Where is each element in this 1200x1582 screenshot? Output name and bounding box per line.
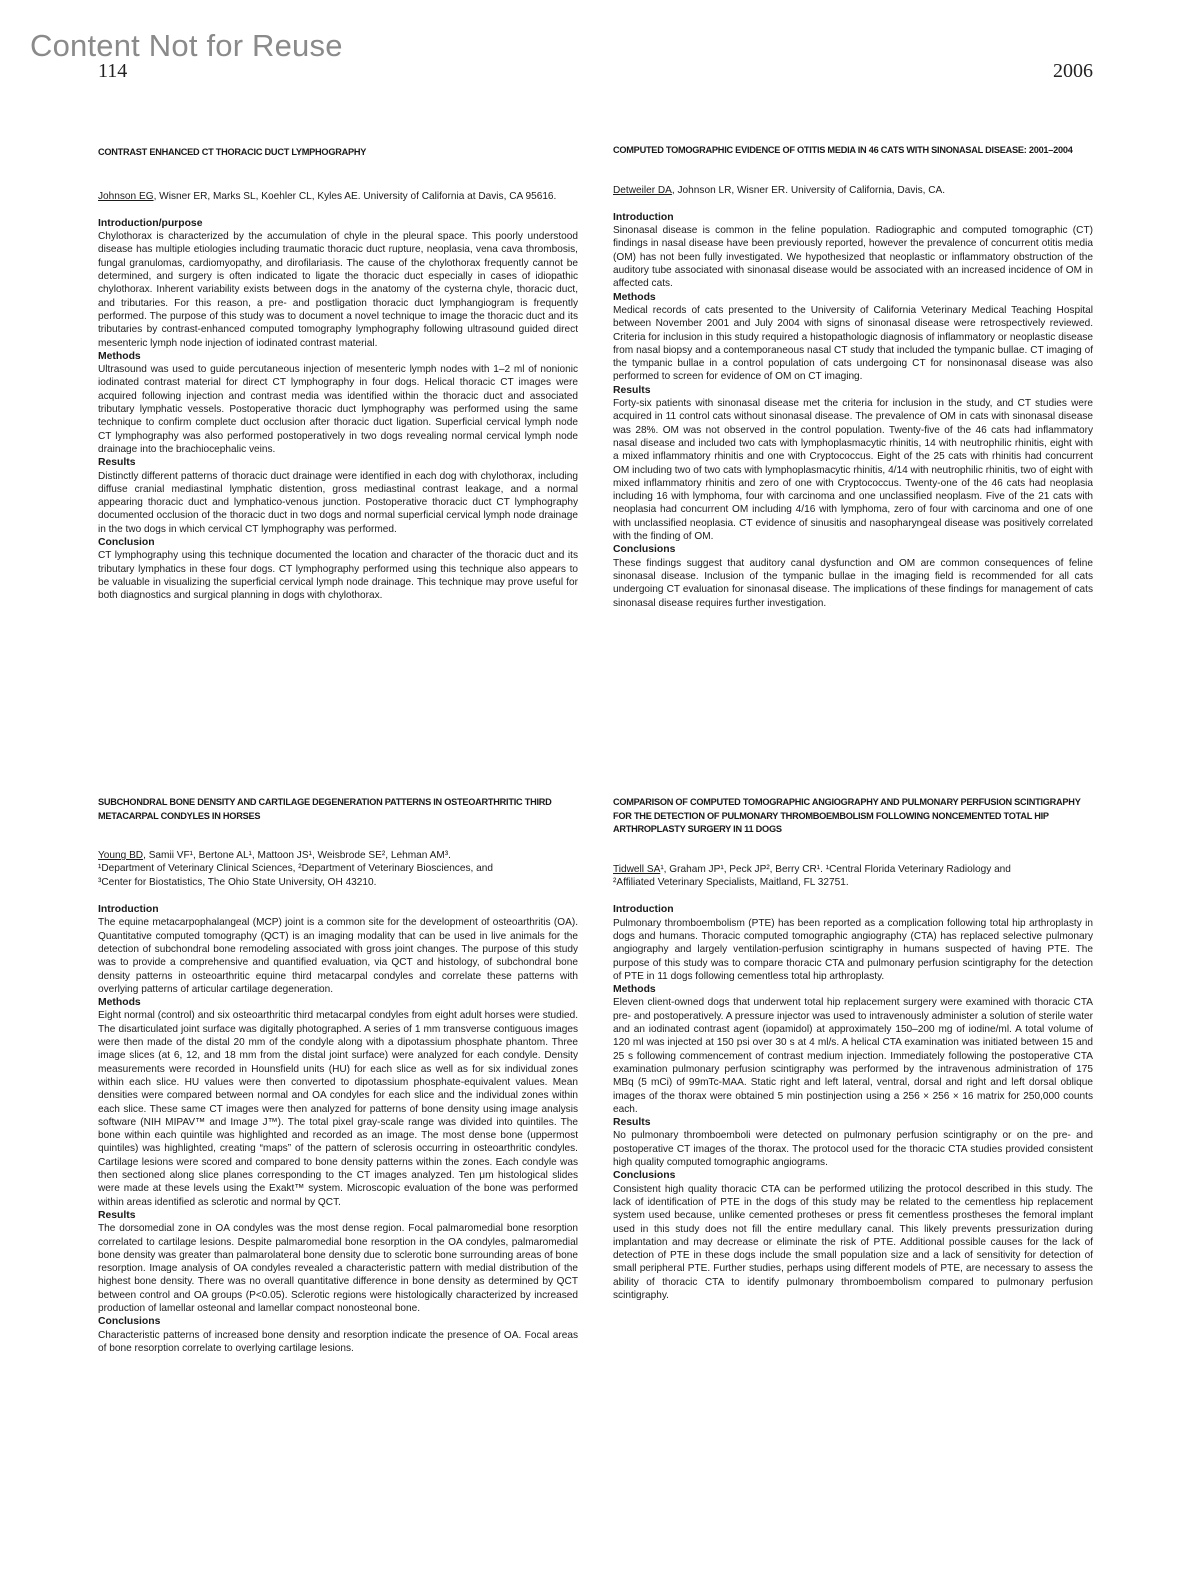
section-text: Eight normal (control) and six osteoarthritic third metacarpal condyles from eight adult horses were studied. The disarticulated joint surface was digitally photographed. A series of 1 mm transverse contiguous images were then made of the distal 20 mm of the condyle along with a dipotassium phosphate phantom. Three image slices (at 6, 12, and 18 mm from the distal joint surface) were analyzed for each condyle. Density measurements were recorded in Hounsfield units (HU) for each slice as well as for six individual zones within each slice. HU values were then converted to dipotassium phosphate-equivalent values. Mean densities were compared between normal and OA condyles for each slice and the individual zones within each slice. These same CT images were then analyzed for patterns of bone density using image analysis software (NIH MIPAV™ and Image J™). The total pixel gray-scale range was divided into quintiles. The bone within each quintile was highlighted and recorded as an image. The most dense bone (uppermost quintiles) was highlighted, creating “maps” of the pattern of sclerosis occurring in osteoarthritic condyles. Cartilage lesions were scored and compared to bone density patterns within the zones. Each condyle was then sectioned along slice planes corresponding to the CT images analyzed. Ten μm histological slides were made at these levels using the Exakt™ system. Microscopic evaluation of the bone was performed within areas identified as sclerotic and normal by QCT. xyxy=(98,1010,578,1208)
co-authors: , Wisner ER, Marks SL, Koehler CL, Kyles AE. University of California at Davis, CA 95616. xyxy=(153,190,557,202)
section-heading: Methods xyxy=(613,291,656,303)
section-heading: Methods xyxy=(98,997,141,1009)
section-text: Distinctly different patterns of thoracic duct drainage were identified in each dog with chylothorax, including diffuse cranial mediastinal lymphatic distention, gross mediastinal contrast leakage, and a normal appearing thoracic duct and lymphatico-venous junction. Postoperative thoracic duct CT lymphography documented occlusion of the thoracic duct in two dogs and normal superficial cervical lymph node drainage in the two dogs in which cervical CT lymphography was performed. xyxy=(98,470,578,535)
section-text: Chylothorax is characterized by the accumulation of chyle in the pleural space. This poorly understood disease has multiple etiologies including traumatic thoracic duct rupture, neoplasia, vena cava thrombosis, fungal granulomas, cardiomyopathy, and dirofilariasis. The cause of the chylothorax frequently cannot be determined, and surgery is often indicated to ligate the thoracic duct especially in cases of idiopathic chylothorax. Inherent variability exists between dogs in the anatomy of the cysterna chyle, thoracic duct, and tributaries. For this reason, a pre- and postligation thoracic duct lymphangiogram is frequently performed. The purpose of this study was to document a novel technique to image the thoracic duct and its tributaries by contrast-enhanced computed tomography lymphography following ultrasound guided direct mesenteric lymph node injection of iodinated contrast material. xyxy=(98,231,578,349)
section-heading: Results xyxy=(98,1209,136,1221)
section-heading: Conclusion xyxy=(98,537,155,549)
journal-year: 2006 xyxy=(1053,60,1093,82)
section-text: These findings suggest that auditory canal dysfunction and OM are common consequences of feline sinonasal disease. Inclusion of the tympanic bullae in the imaging field is recommended for all cats undergoing CT evaluation for sinonasal disease. The implications of these findings for management of cats sinonasal disease requires further investigation. xyxy=(613,557,1093,609)
abstract-title: CONTRAST ENHANCED CT THORACIC DUCT LYMPHOGRAPHY xyxy=(98,147,367,157)
abstract-title: COMPARISON OF COMPUTED TOMOGRAPHIC ANGIOGRAPHY AND PULMONARY PERFUSION SCINTIGRAPHY FOR THE DETECTION OF PULMONARY THROMBOEMBOLISM FOLLOWING NONCEMENTED TOTAL HIP ARTHROPLASTY SURGERY IN 11 DOGS xyxy=(613,797,1081,835)
abstract-cta-pulmonary-thromboembolism xyxy=(613,796,1093,1302)
lead-author: Detweiler DA xyxy=(613,184,672,196)
section-heading: Conclusions xyxy=(613,544,676,556)
section-heading: Conclusions xyxy=(98,1316,161,1328)
abstract-ct-thoracic-duct-lymphography xyxy=(98,146,578,603)
section-heading: Introduction xyxy=(613,904,674,916)
section-heading: Methods xyxy=(98,350,141,362)
section-text: Ultrasound was used to guide percutaneous injection of mesenteric lymph nodes with 1–2 ml of nonionic iodinated contrast material for direct CT lymphography in four dogs. Helical thoracic CT images were acquired following injection and contrast media was identified within the thoracic duct and associated tributary lymphatic vessels. Postoperative thoracic duct lymphography was performed using the same technique to confirm complete duct occlusion after thoracic duct ligation. Superficial cervical lymph node CT lymphography was also performed postoperatively in two dogs revealing normal cervical lymph node drainage into the brachiocephalic veins. xyxy=(98,364,578,455)
section-text: The equine metacarpophalangeal (MCP) joint is a common site for the development of osteoarthritis (OA). Quantitative computed tomography (QCT) is an imaging modality that can be used in live animals for the detection of subchondral bone remodeling associated with gross joint changes. The purpose of this study was to provide a comprehensive and quantified evaluation, via QCT and histology, of subchondral bone density patterns in osteoarthritic equine third metacarpal condyles and correlate these patterns with overlying patterns of articular cartilage degeneration. xyxy=(98,917,578,995)
lead-author: Johnson EG xyxy=(98,190,154,202)
watermark: Content Not for Reuse xyxy=(30,28,343,63)
section-heading: Introduction xyxy=(613,211,674,223)
section-text: Eleven client-owned dogs that underwent total hip replacement surgery were examined with thoracic CTA pre- and postoperatively. A pressure injector was used to intravenously administer a solution of sterile water and an iodinated contrast agent (iopamidol) at approximately 150–200 mg of iodine/ml. A total volume of 120 ml was injected at 150 psi over 30 s at 4 ml/s. A helical CTA examination was initiated between 15 and 25 s following commencement of contrast medium injection. Immediately following the postoperative CTA examination pulmonary perfusion scintigraphy was performed by the intravenous administration of 175 MBq (5 mCi) of 99mTc-MAA. Static right and left lateral, ventral, dorsal and right and left dorsal oblique images of the thorax were obtained 5 min postinjection using a 256 × 256 × 16 matrix for 250,000 counts each. xyxy=(613,997,1093,1115)
section-text: CT lymphography using this technique documented the location and character of the thoracic duct and its tributary lymphatics in these four dogs. CT lymphography performed using this technique also appears to be valuable in visualizing the superficial cervical lymph node drainage. This technique may prove useful for both diagnostics and surgical planning in dogs with chylothorax. xyxy=(98,550,578,602)
lead-author: Tidwell SA xyxy=(613,863,661,875)
abstract-title: COMPUTED TOMOGRAPHIC EVIDENCE OF OTITIS MEDIA IN 46 CATS WITH SINONASAL DISEASE: 2001–2004 xyxy=(613,145,1073,155)
abstract-body xyxy=(98,903,578,1355)
abstract-body xyxy=(613,903,1093,1302)
section-text: Sinonasal disease is common in the feline population. Radiographic and computed tomographic (CT) findings in nasal disease have been previously reported, however the prevalence of concurrent otitis media (OM) has not been fully investigated. We hypothesized that neoplastic or inflammatory obstruction of the auditory tube associated with sinonasal disease would be associated with an increased incidence of OM in affected cats. xyxy=(613,225,1093,290)
lead-author: Young BD xyxy=(98,850,144,862)
affiliation-line: ³Center for Biostatistics, The Ohio State University, OH 43210. xyxy=(98,876,377,888)
section-heading: Results xyxy=(98,457,136,469)
section-text: Medical records of cats presented to the University of California Veterinary Medical Teaching Hospital between November 2001 and July 2004 with signs of sinonasal disease were retrospectively reviewed. Criteria for inclusion in this study required a histopathologic diagnosis of inflammatory or neoplastic disease from nasal biopsy and a contemporaneous nasal CT study that included the tympanic bullae. CT imaging of the tympanic bullae in a control population of cats undergoing CT for nonsinonasal disease was also performed to screen for evidence of OM on CT imaging. xyxy=(613,304,1093,383)
abstract-body xyxy=(98,217,578,603)
section-text: No pulmonary thromboemboli were detected on pulmonary perfusion scintigraphy or on the pre- and postoperative CT images of the thorax. The protocol used for the thoracic CTA studies provided consistent high quality computed tomographic angiograms. xyxy=(613,1130,1093,1169)
section-heading: Introduction/purpose xyxy=(98,217,203,229)
section-text: Characteristic patterns of increased bone density and resorption indicate the presence of OA. Focal areas of bone resorption correlate to overlying cartilage lesions. xyxy=(98,1329,578,1354)
section-text: Pulmonary thromboembolism (PTE) has been reported as a complication following total hip arthroplasty in dogs and humans. Thoracic computed tomographic angiography (CTA) has replaced selective pulmonary angiography and largely ventilation-perfusion scintigraphy in humans suspected of having PTE. The purpose of this study was to compare thoracic CTA and pulmonary perfusion scintigraphy for the detection of PTE in 11 dogs following cementless total hip arthroplasty. xyxy=(613,917,1093,982)
author-line xyxy=(613,184,1093,197)
abstract-otitis-media-cats xyxy=(613,144,1093,610)
section-heading: Results xyxy=(613,384,651,396)
section-heading: Conclusions xyxy=(613,1170,676,1182)
section-text: Forty-six patients with sinonasal disease met the criteria for inclusion in the study, and CT studies were acquired in 11 control cats without sinonasal disease. The prevalence of OM in cats with sinonasal disease was 28%. OM was not observed in the control population. Twenty-five of the 46 cats had inflammatory nasal disease and included two cats with lymphoplasmacytic rhinitis, 14 with neutrophilic rhinitis, eight with a mixed inflammatory rhinitis and one with Cryptococcus. Eight of the 25 cats with rhinitis had concurrent OM including two of two cats with lymphoplasmacytic rhinitis, 4/14 with neutrophilic rhinitis, two of eight with mixed inflammatory rhinitis and zero of one with Cryptococcus. Twenty-one of the 46 cats had neoplasia including 16 with lymphoma, four with carcinoma and one unclassified neoplasm. Five of the 21 cats with neoplasia had concurrent OM including 4/16 with lymphoma, zero of four with carcinoma and one of one with unclassified neoplasia. CT evidence of sinusitis and nasopharyngeal disease was positively correlated with the finding of OM. xyxy=(613,398,1093,543)
author-line xyxy=(98,190,578,203)
co-authors: , Samii VF¹, Bertone AL¹, Mattoon JS¹, Weisbrode SE², Lehman AM³. xyxy=(143,850,451,862)
co-authors: ¹, Graham JP¹, Peck JP², Berry CR¹. ¹Central Florida Veterinary Radiology and xyxy=(660,863,1011,875)
affiliation-line: ¹Department of Veterinary Clinical Sciences, ²Department of Veterinary Biosciences, and xyxy=(98,863,493,875)
section-heading: Results xyxy=(613,1117,651,1129)
section-text: Consistent high quality thoracic CTA can be performed utilizing the protocol described in this study. The lack of identification of PTE in the dogs of this study may be related to the cementless hip replacement system used because, unlike cemented protheses or press fit cementless prostheses the femoral implant used in this study does not fill the entire medullary canal. This likely prevents pressurization during implantation and may decrease or eliminate the risk of PTE. Additional possible causes for the lack of detection of PTE in these dogs include the small population size and a lack of sensitivity for detection of small peripheral PTE. Further studies, perhaps using different models of PTE, are necessary to assess the ability of thoracic CTA to identify pulmonary thromboembolism compared to pulmonary perfusion scintigraphy. xyxy=(613,1183,1093,1301)
page-number: 114 xyxy=(98,60,128,82)
abstract-title: SUBCHONDRAL BONE DENSITY AND CARTILAGE DEGENERATION PATTERNS IN OSTEOARTHRITIC THIRD METACARPAL CONDYLES IN HORSES xyxy=(98,797,552,821)
co-authors: , Johnson LR, Wisner ER. University of California, Davis, CA. xyxy=(671,184,946,196)
section-text: The dorsomedial zone in OA condyles was the most dense region. Focal palmaromedial bone resorption correlated to cartilage lesions. Despite palmaromedial bone resorption in the OA condyles, palmaromedial bone density was greater than palmarolateral bone density due to sclerotic bone surrounding areas of bone resorption. Image analysis of OA condyles revealed a characteristic pattern with medial distribution of the highest bone density. There was no overall quantitative difference in bone density as determined by QCT between control and OA groups (P<0.05). Sclerotic regions were histologically characterized by increased production of lamellar osteonal and lamellar compact nonosteonal bone. xyxy=(98,1223,578,1314)
author-line xyxy=(98,849,578,889)
abstract-subchondral-bone-density xyxy=(98,796,578,1355)
author-line xyxy=(613,863,1093,890)
abstract-body xyxy=(613,211,1093,610)
section-heading: Methods xyxy=(613,984,656,996)
affiliation-line: ²Affiliated Veterinary Specialists, Maitland, FL 32751. xyxy=(613,877,849,889)
section-heading: Introduction xyxy=(98,904,159,916)
